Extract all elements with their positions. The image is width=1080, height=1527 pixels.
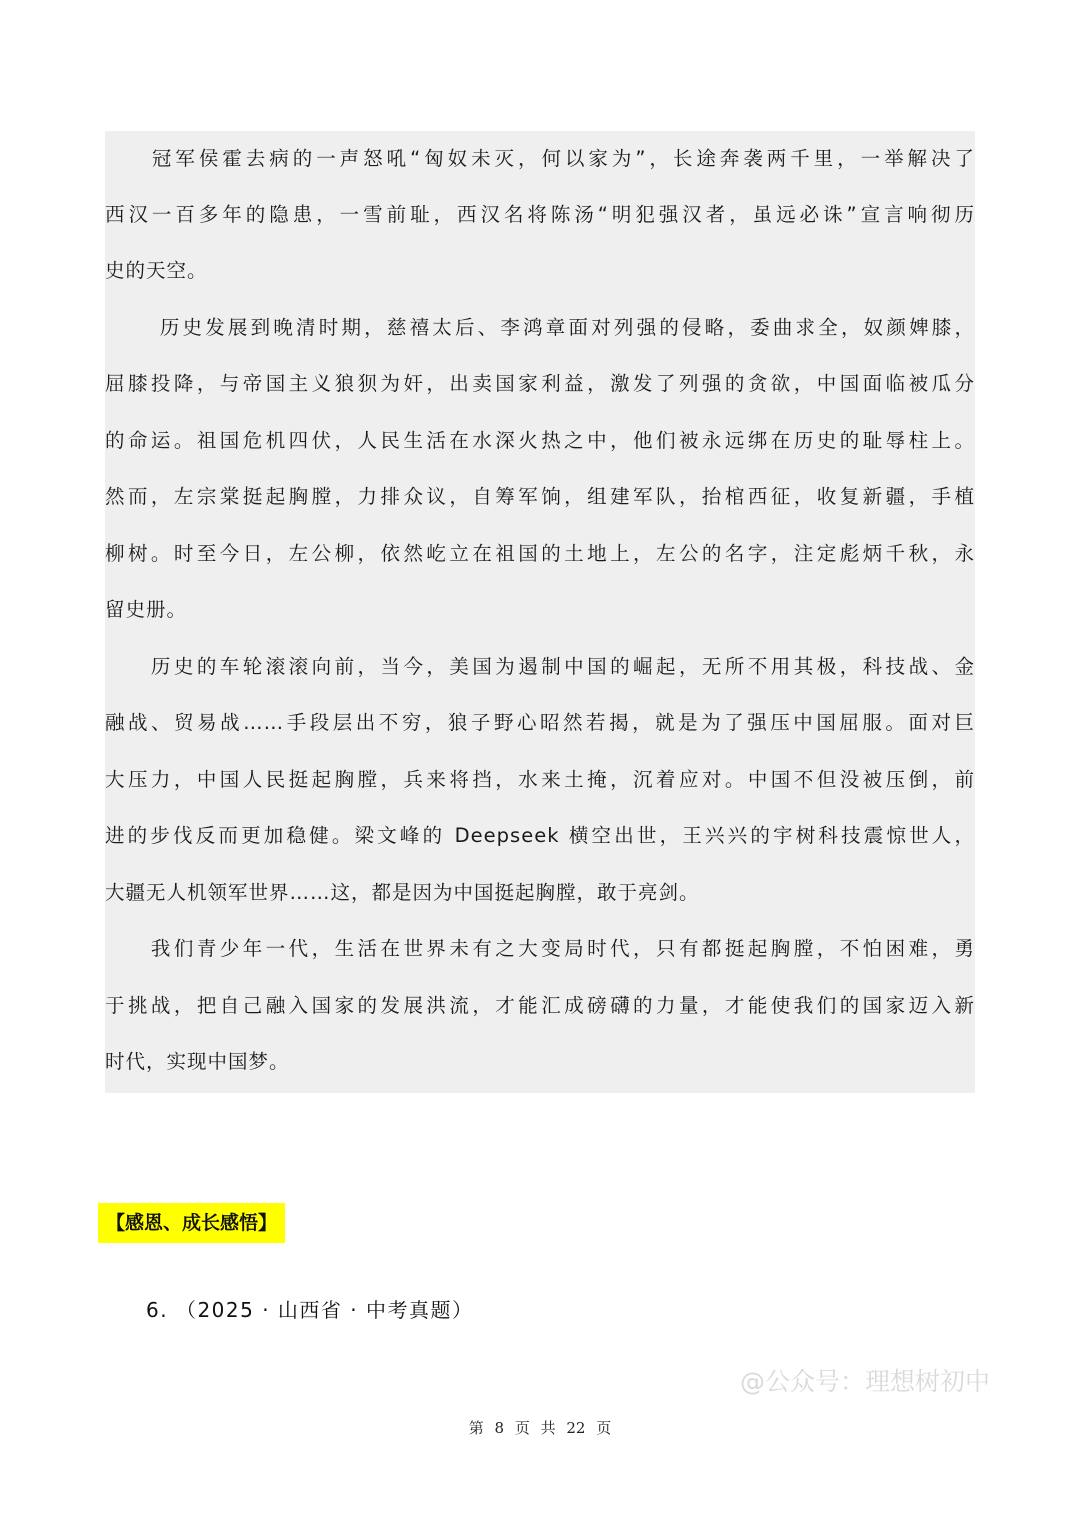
- essay-line: 融战、贸易战……手段层出不穷，狼子野心昭然若揭，就是为了强压中国屈服。面对巨: [105, 711, 975, 734]
- essay-line: 的命运。祖国危机四伏，人民生活在水深火热之中，他们被永远绑在历史的耻辱柱上。: [105, 429, 975, 452]
- section-heading-highlight: 【感恩、成长感悟】: [98, 1203, 285, 1243]
- page-number-footer: 第 8 页 共 22 页: [468, 1419, 612, 1437]
- account-watermark: @公众号：理想树初中: [740, 1367, 991, 1396]
- essay-line: 史的天空。: [105, 259, 208, 282]
- essay-line: 柳树。时至今日，左公柳，依然屹立在祖国的土地上，左公的名字，注定彪炳千秋，永: [105, 542, 975, 565]
- question-title: 6. （2025 · 山西省 · 中考真题）: [146, 1298, 474, 1322]
- essay-line: 留史册。: [105, 598, 188, 621]
- essay-line: 时代，实现中国梦。: [105, 1050, 290, 1073]
- essay-line: 于挑战，把自己融入国家的发展洪流，才能汇成磅礴的力量，才能使我们的国家迈入新: [105, 994, 975, 1017]
- essay-line: 历史发展到晚清时期，慈禧太后、李鸿章面对列强的侵略，委曲求全，奴颜婢膝，: [105, 316, 975, 339]
- essay-line: 进的步伐反而更加稳健。梁文峰的 Deepseek 横空出世，王兴兴的宇树科技震惊世人，: [105, 824, 975, 847]
- essay-line: 冠军侯霍去病的一声怒吼“匈奴未灭，何以家为”，长途奔袭两千里，一举解决了: [105, 147, 975, 170]
- essay-line: 然而，左宗棠挺起胸膛，力排众议，自筹军饷，组建军队，抬棺西征，收复新疆，手植: [105, 485, 975, 508]
- essay-line: 大压力，中国人民挺起胸膛，兵来将挡，水来土掩，沉着应对。中国不但没被压倒，前: [105, 768, 975, 791]
- essay-line: 屈膝投降，与帝国主义狼狈为奸，出卖国家利益，激发了列强的贪欲，中国面临被瓜分: [105, 372, 975, 395]
- essay-line: 西汉一百多年的隐患，一雪前耻，西汉名将陈汤“明犯强汉者，虽远必诛”宣言响彻历: [105, 203, 975, 226]
- essay-excerpt-block: [105, 131, 975, 1093]
- essay-line: 我们青少年一代，生活在世界未有之大变局时代，只有都挺起胸膛，不怕困难，勇: [105, 937, 975, 960]
- essay-line: 历史的车轮滚滚向前，当今，美国为遏制中国的崛起，无所不用其极，科技战、金: [105, 655, 975, 678]
- essay-line: 大疆无人机领军世界……这，都是因为中国挺起胸膛，敢于亮剑。: [105, 881, 700, 904]
